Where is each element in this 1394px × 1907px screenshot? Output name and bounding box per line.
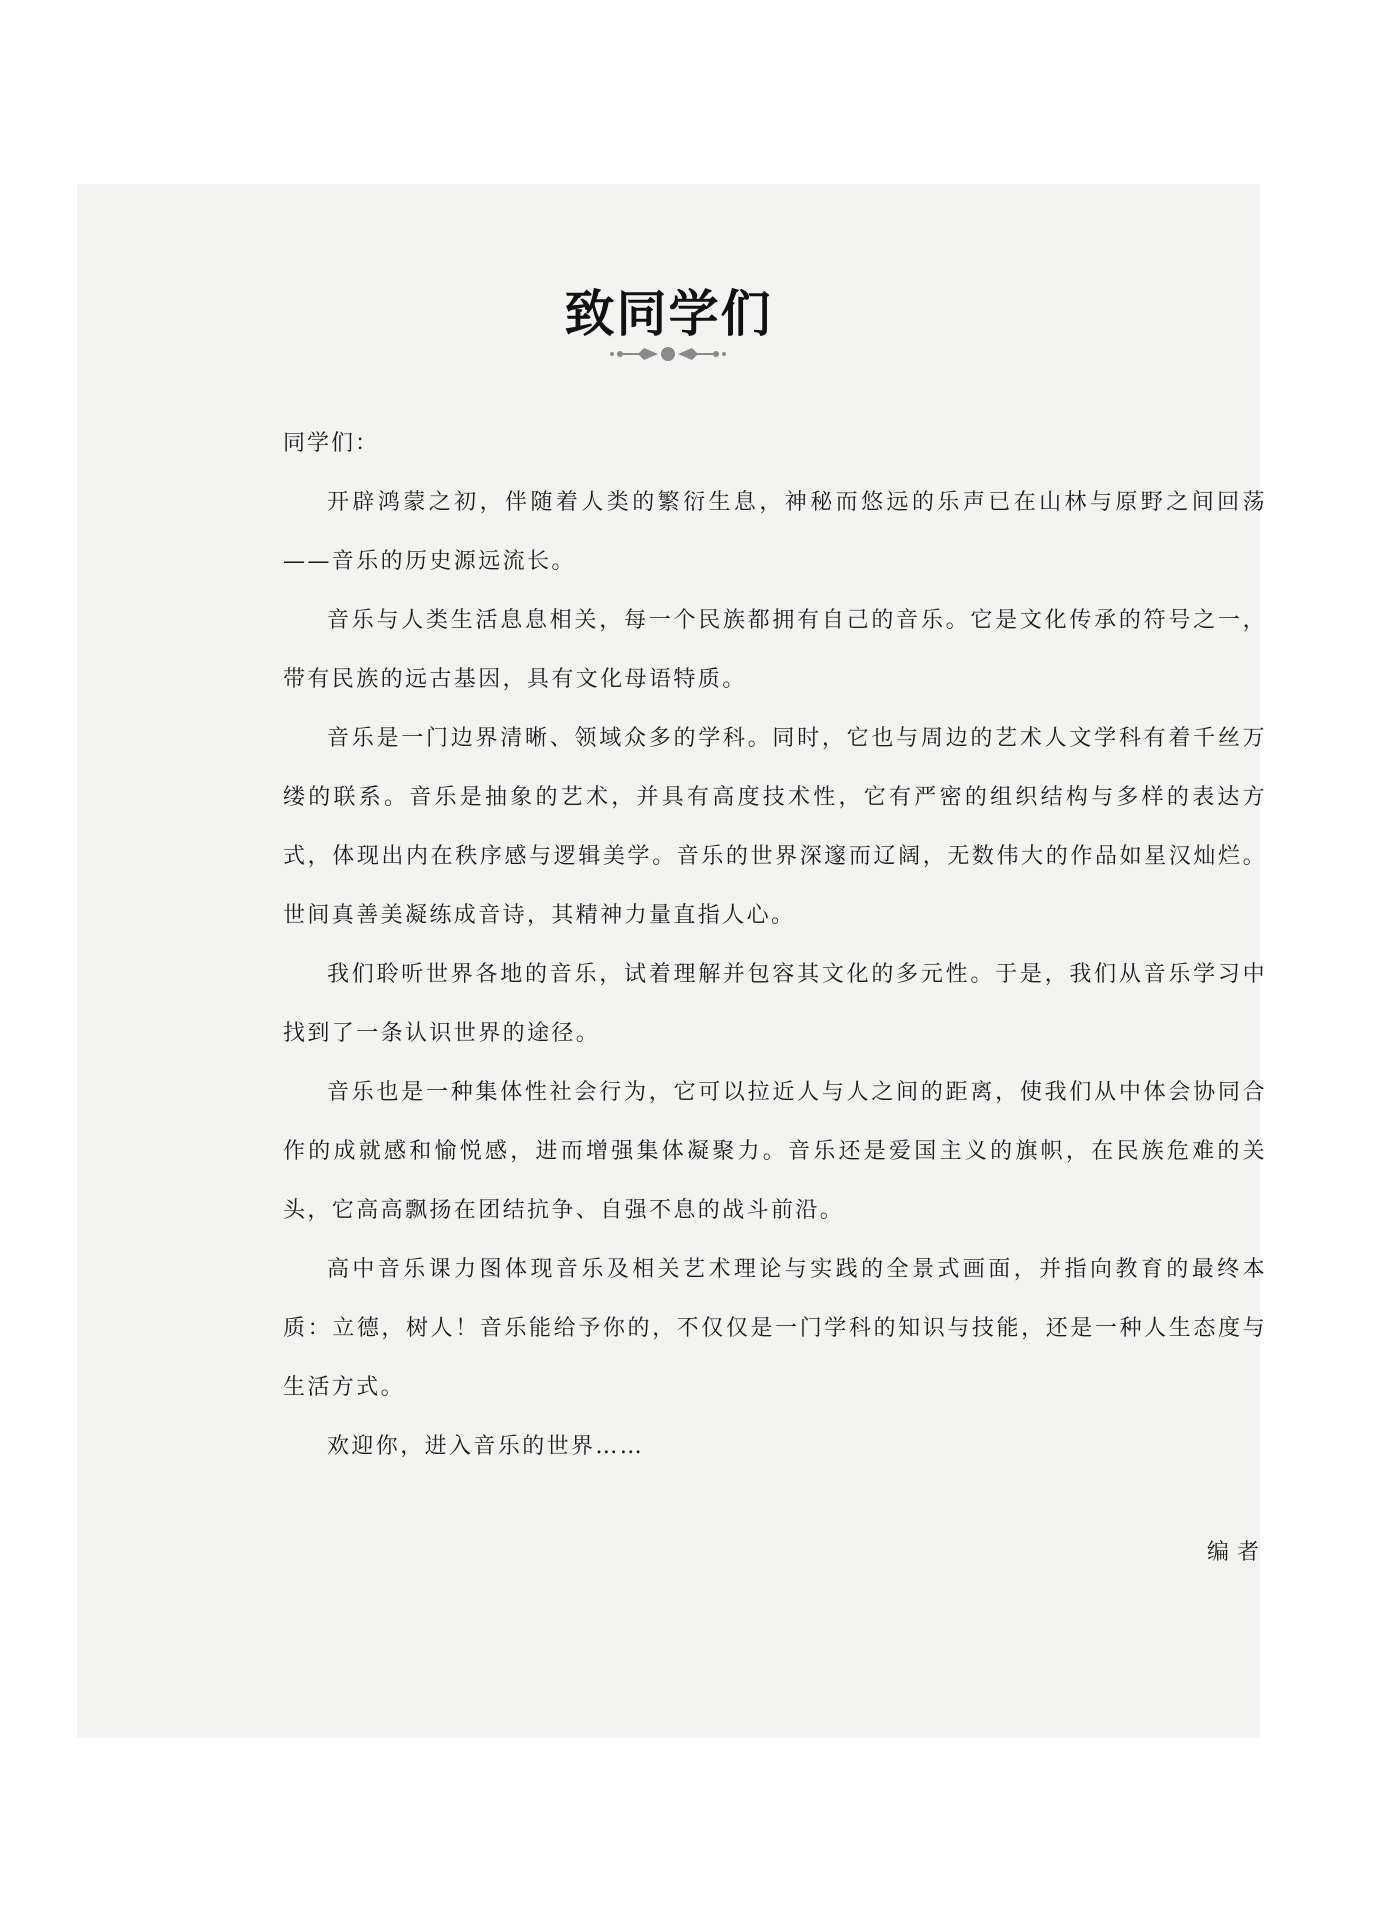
paragraph: 高中音乐课力图体现音乐及相关艺术理论与实践的全景式画面，并指向教育的最终本质：立德，树人！音乐能给予你的，不仅仅是一门学科的知识与技能，还是一种人生态度与生活方式。 bbox=[283, 1257, 1267, 1400]
paragraph: 欢迎你，进入音乐的世界…… bbox=[327, 1434, 645, 1459]
signature: 编者 bbox=[1206, 1540, 1267, 1565]
paragraph: 我们聆听世界各地的音乐，试着理解并包容其文化的多元性。于是，我们从音乐学习中找到了一条认识世界的途径。 bbox=[283, 962, 1267, 1046]
salutation: 同学们： bbox=[283, 431, 380, 456]
letter-body bbox=[283, 414, 1267, 1476]
paragraph: 音乐也是一种集体性社会行为，它可以拉近人与人之间的距离，使我们从中体会协同合作的成就感和愉悦感，进而增强集体凝聚力。音乐还是爱国主义的旗帜，在民族危难的关头，它高高飘扬在团结抗争、自强不息的战斗前沿。 bbox=[283, 1080, 1267, 1223]
paragraph: 开辟鸿蒙之初，伴随着人类的繁衍生息，神秘而悠远的乐声已在山林与原野之间回荡——音乐的历史源远流长。 bbox=[283, 490, 1267, 574]
paragraph: 音乐与人类生活息息相关，每一个民族都拥有自己的音乐。它是文化传承的符号之一，带有民族的远古基因，具有文化母语特质。 bbox=[283, 608, 1267, 692]
page-title: 致同学们 bbox=[564, 285, 773, 343]
paragraph: 音乐是一门边界清晰、领域众多的学科。同时，它也与周边的艺术人文学科有着千丝万缕的联系。音乐是抽象的艺术，并具有高度技术性，它有严密的组织结构与多样的表达方式，体现出内在秩序感与逻辑美学。音乐的世界深邃而辽阔，无数伟大的作品如星汉灿烂。世间真善美凝练成音诗，其精神力量直指人心。 bbox=[283, 726, 1267, 928]
letter-panel bbox=[77, 184, 1267, 1738]
